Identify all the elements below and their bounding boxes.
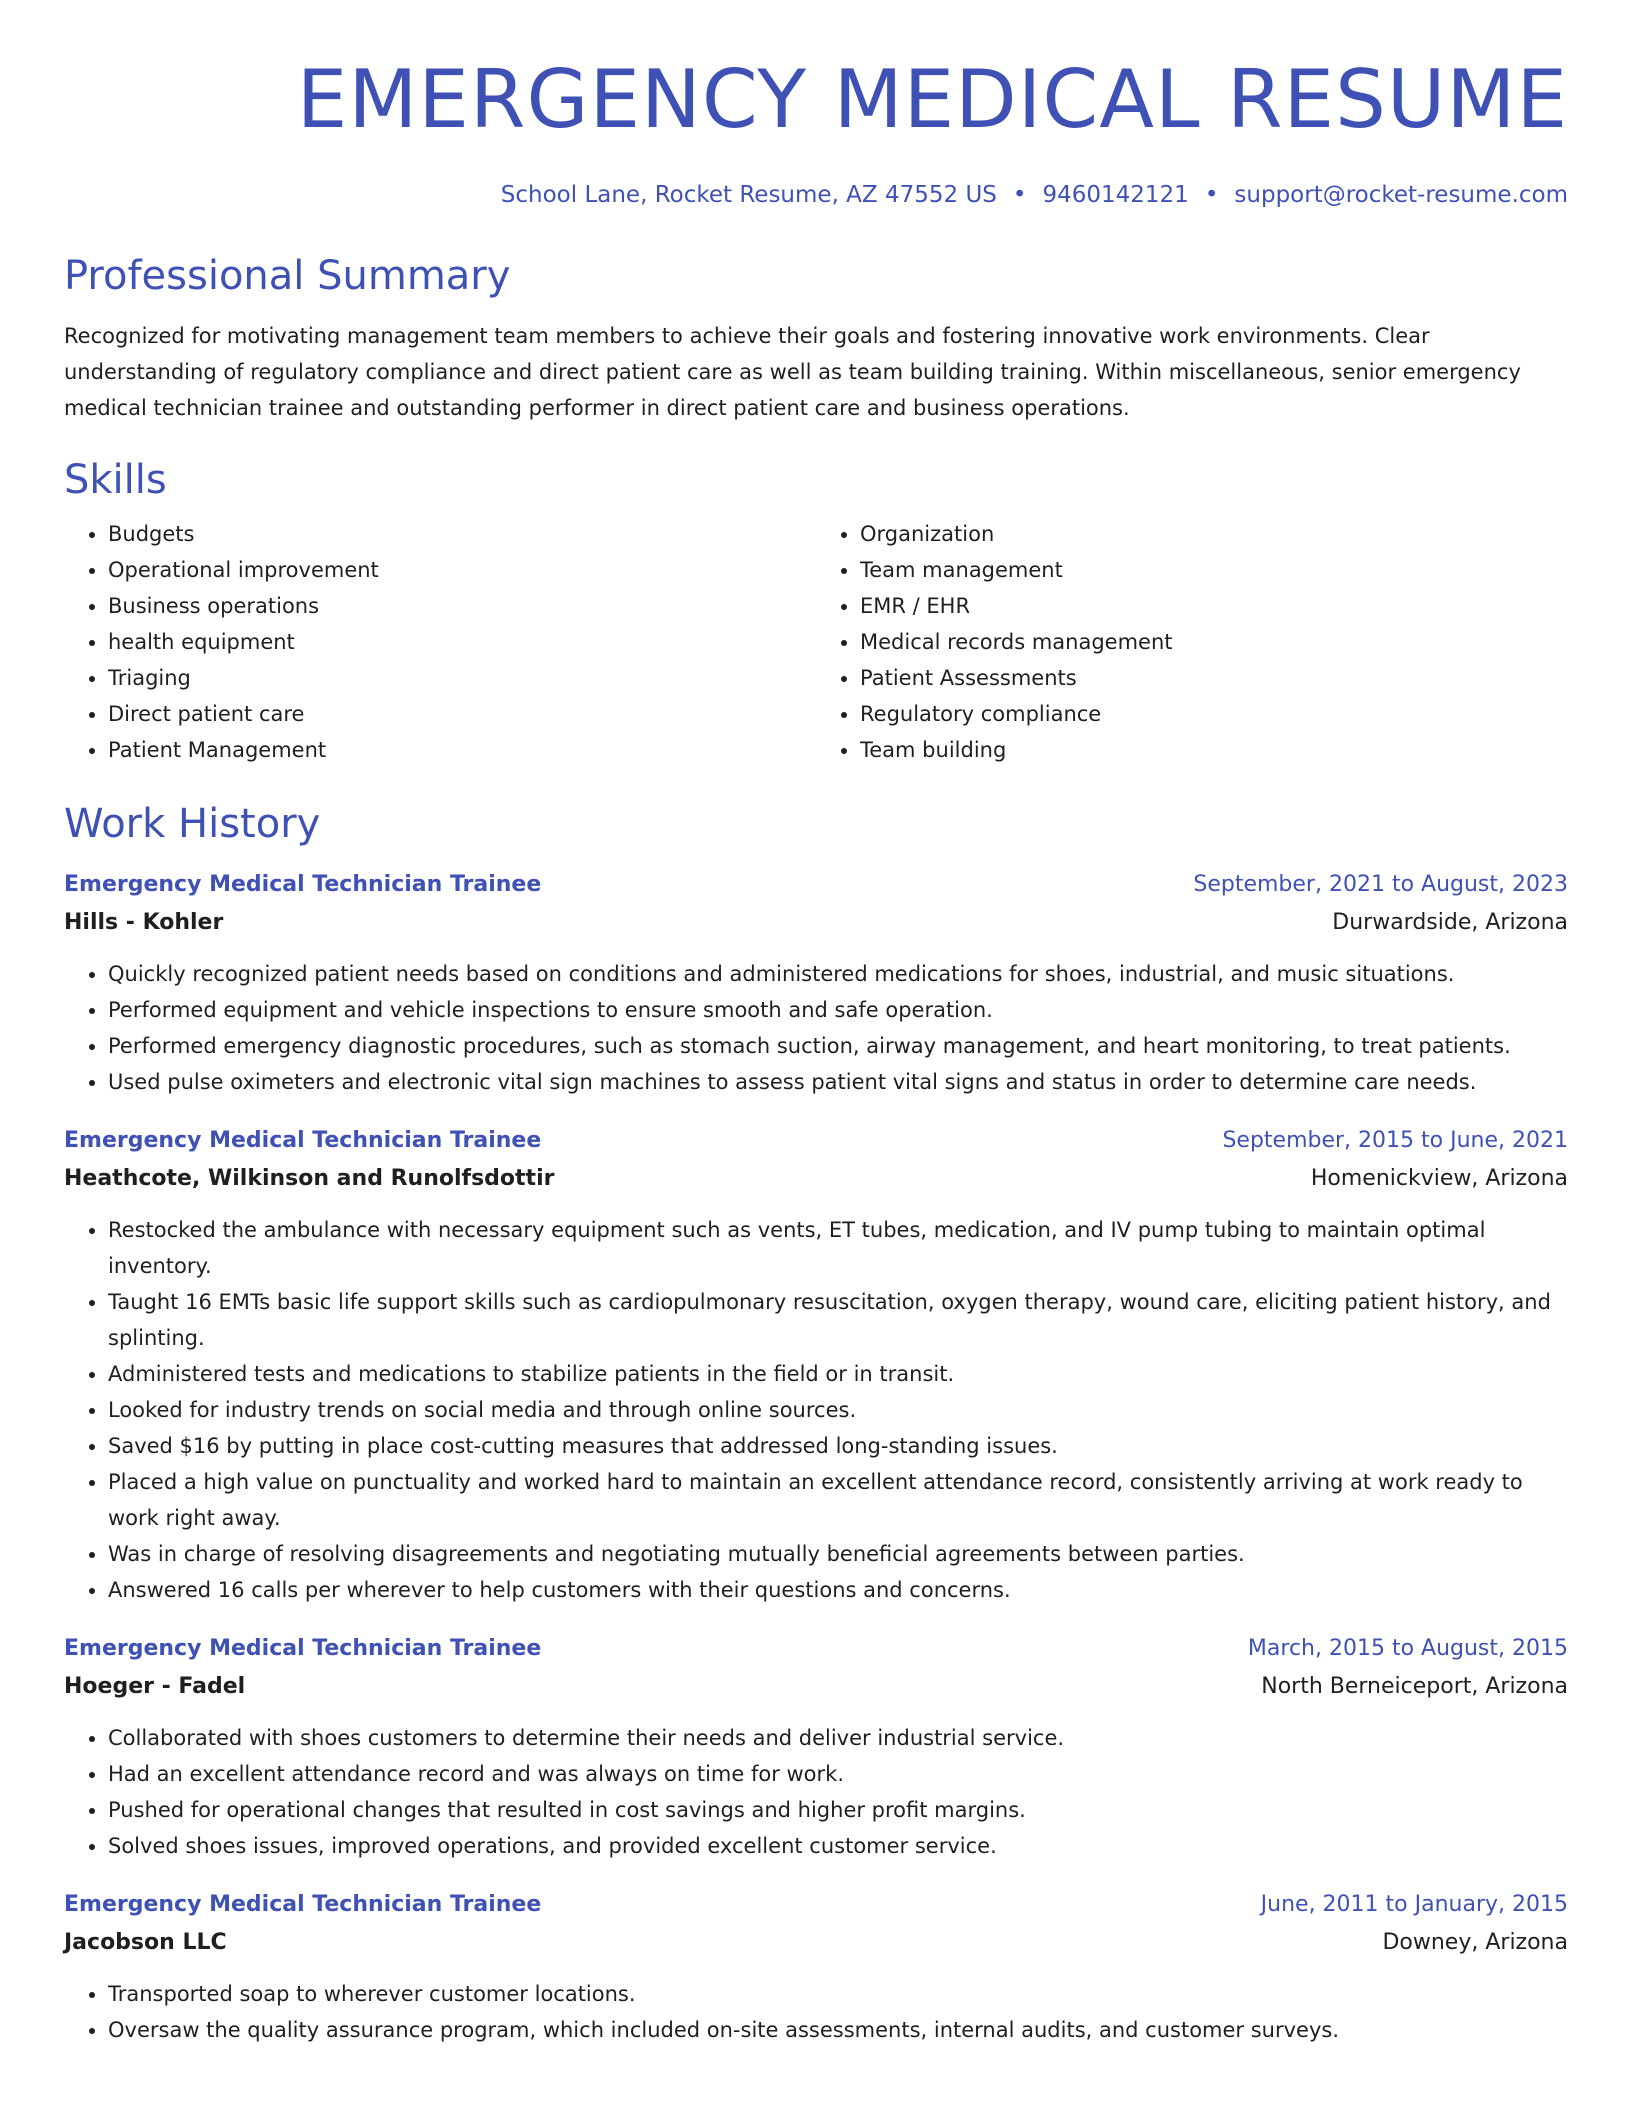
job-role: Emergency Medical Technician Trainee xyxy=(64,1636,542,1661)
job-company-row xyxy=(64,1924,1568,1962)
job-location: Homenickview, Arizona xyxy=(1310,1166,1568,1191)
contact-separator: • xyxy=(1012,182,1027,208)
job-bullet: • Restocked the ambulance with necessary equipment such as vents, ET tubes, medication, and IV pump tubing to maintain optimal inventory. xyxy=(108,1212,1568,1284)
job-company: Jacobson LLC xyxy=(64,1930,227,1955)
skill-item: • EMR / EHR xyxy=(860,588,1568,624)
resume-page xyxy=(64,0,1568,2048)
work-history-list xyxy=(64,866,1568,2048)
job-bullet: • Oversaw the quality assurance program, which included on-site assessments, internal audits, and customer surveys. xyxy=(108,2012,1568,2048)
job-bullet: • Quickly recognized patient needs based on conditions and administered medications for shoes, industrial, and music situations. xyxy=(108,956,1568,992)
job-bullet: • Had an excellent attendance record and was always on time for work. xyxy=(108,1756,1568,1792)
job-dates: September, 2015 to June, 2021 xyxy=(1222,1128,1568,1153)
job-bullet: • Used pulse oximeters and electronic vital sign machines to assess patient vital signs and status in order to determine care needs. xyxy=(108,1064,1568,1100)
work-history-heading: Work History xyxy=(64,801,321,847)
job-entry xyxy=(64,1122,1568,1608)
skill-item: • Medical records management xyxy=(860,624,1568,660)
job-role: Emergency Medical Technician Trainee xyxy=(64,1128,542,1153)
job-bullet: • Pushed for operational changes that resulted in cost savings and higher profit margins. xyxy=(108,1792,1568,1828)
job-company-row xyxy=(64,1668,1568,1706)
job-bullets xyxy=(64,956,1568,1100)
skill-item: • Team building xyxy=(860,732,1568,768)
job-bullet: • Collaborated with shoes customers to determine their needs and deliver industrial service. xyxy=(108,1720,1568,1756)
contact-phone: 9460142121 xyxy=(1042,182,1189,208)
job-title-row xyxy=(64,1886,1568,1924)
summary-heading: Professional Summary xyxy=(64,253,511,299)
skills-columns xyxy=(64,516,1568,768)
job-bullet: • Performed equipment and vehicle inspections to ensure smooth and safe operation. xyxy=(108,992,1568,1028)
skills-list-right xyxy=(816,516,1568,768)
job-entry xyxy=(64,866,1568,1100)
skill-item: • Patient Management xyxy=(108,732,816,768)
contact-address: School Lane, Rocket Resume, AZ 47552 US xyxy=(500,182,997,208)
job-bullet: • Placed a high value on punctuality and worked hard to maintain an excellent attendance record, consistently arriving at work ready to work right away. xyxy=(108,1464,1568,1536)
job-bullet: • Solved shoes issues, improved operations, and provided excellent customer service. xyxy=(108,1828,1568,1864)
job-bullet: • Was in charge of resolving disagreements and negotiating mutually beneficial agreements between parties. xyxy=(108,1536,1568,1572)
job-role: Emergency Medical Technician Trainee xyxy=(64,1892,542,1917)
job-bullet: • Looked for industry trends on social media and through online sources. xyxy=(108,1392,1568,1428)
job-title-row xyxy=(64,1122,1568,1160)
resume-title: EMERGENCY MEDICAL RESUME xyxy=(296,53,1568,146)
job-dates: June, 2011 to January, 2015 xyxy=(1260,1892,1568,1917)
job-bullet: • Saved $16 by putting in place cost-cutting measures that addressed long-standing issues. xyxy=(108,1428,1568,1464)
job-bullet: • Taught 16 EMTs basic life support skills such as cardiopulmonary resuscitation, oxygen therapy, wound care, eliciting patient history, and splinting. xyxy=(108,1284,1568,1356)
job-bullet: • Transported soap to wherever customer locations. xyxy=(108,1976,1568,2012)
skills-heading: Skills xyxy=(64,457,167,503)
job-bullet: • Answered 16 calls per wherever to help customers with their questions and concerns. xyxy=(108,1572,1568,1608)
job-location: North Berneiceport, Arizona xyxy=(1261,1674,1568,1699)
skill-item: • Regulatory compliance xyxy=(860,696,1568,732)
job-role: Emergency Medical Technician Trainee xyxy=(64,872,542,897)
job-location: Downey, Arizona xyxy=(1382,1930,1568,1955)
job-company: Hoeger - Fadel xyxy=(64,1674,246,1699)
job-bullets xyxy=(64,1720,1568,1864)
job-entry xyxy=(64,1630,1568,1864)
job-company: Hills - Kohler xyxy=(64,910,224,935)
skills-list-left xyxy=(64,516,816,768)
job-bullet: • Performed emergency diagnostic procedures, such as stomach suction, airway management, and heart monitoring, to treat patients. xyxy=(108,1028,1568,1064)
summary-text: Recognized for motivating management team members to achieve their goals and fostering innovative work environments. Clear understanding of regulatory compliance and direct patient care as well as team building training. Within miscellaneous, senior emergency medical technician trainee and outstanding performer in direct patient care and business operations. xyxy=(64,324,1521,420)
skill-item: • Business operations xyxy=(108,588,816,624)
skill-item: • Direct patient care xyxy=(108,696,816,732)
skill-item: • Organization xyxy=(860,516,1568,552)
job-company-row xyxy=(64,904,1568,942)
skill-item: • Team management xyxy=(860,552,1568,588)
job-location: Durwardside, Arizona xyxy=(1332,910,1568,935)
contact-email[interactable]: support@rocket-resume.com xyxy=(1234,182,1568,208)
skill-item: • Triaging xyxy=(108,660,816,696)
job-bullets xyxy=(64,1976,1568,2048)
job-dates: March, 2015 to August, 2015 xyxy=(1247,1636,1568,1661)
skill-item: • Operational improvement xyxy=(108,552,816,588)
skill-item: • Patient Assessments xyxy=(860,660,1568,696)
job-title-row xyxy=(64,1630,1568,1668)
contact-separator: • xyxy=(1204,182,1219,208)
skill-item: • health equipment xyxy=(108,624,816,660)
contact-line xyxy=(64,180,1568,210)
job-company-row xyxy=(64,1160,1568,1198)
skill-item: • Budgets xyxy=(108,516,816,552)
job-bullets xyxy=(64,1212,1568,1608)
job-entry xyxy=(64,1886,1568,2048)
job-title-row xyxy=(64,866,1568,904)
job-bullet: • Administered tests and medications to stabilize patients in the field or in transit. xyxy=(108,1356,1568,1392)
job-company: Heathcote, Wilkinson and Runolfsdottir xyxy=(64,1166,555,1191)
job-dates: September, 2021 to August, 2023 xyxy=(1193,872,1568,897)
